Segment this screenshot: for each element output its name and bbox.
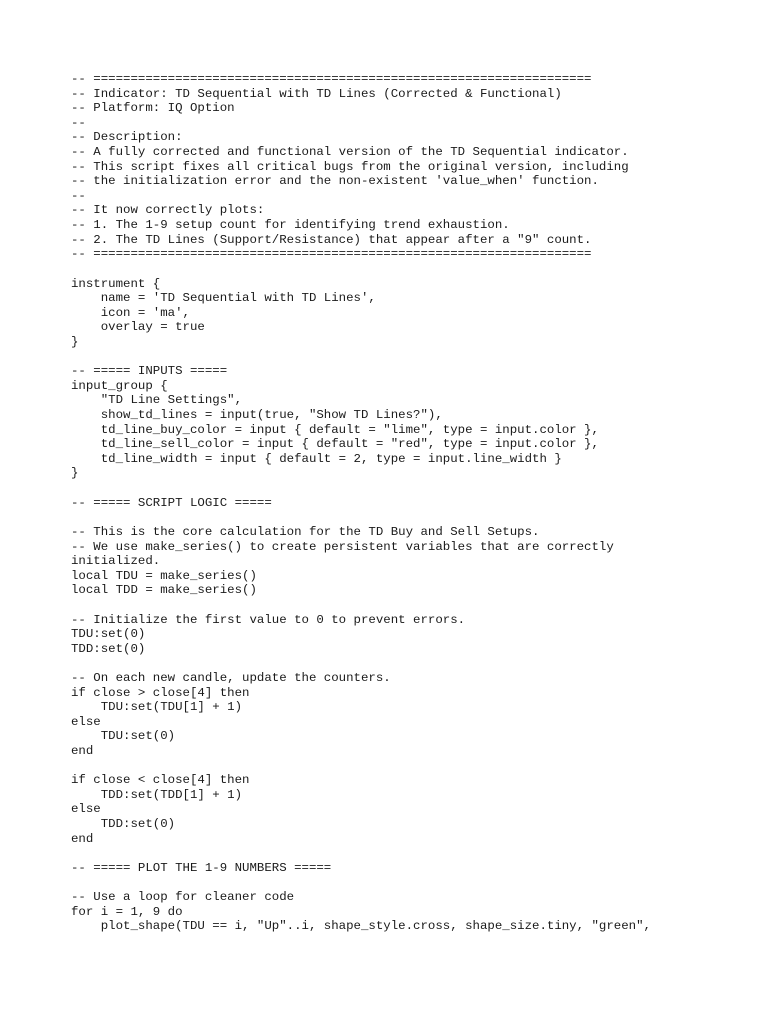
code-line: TDD:set(0) [71, 817, 176, 832]
code-line: -- 1. The 1-9 setup count for identifying trend exhaustion. [71, 218, 510, 233]
code-line: -- ===== SCRIPT LOGIC ===== [71, 495, 272, 510]
code-line: td_line_sell_color = input { default = "red", type = input.color }, [71, 437, 599, 452]
code-line [71, 846, 751, 861]
code-line: local TDD = make_series() [71, 583, 257, 598]
code-line [71, 481, 751, 496]
code-line: -- This script fixes all critical bugs from the original version, including [71, 159, 629, 174]
code-line: if close < close[4] then [71, 773, 250, 788]
code-line: initialized. [71, 554, 161, 569]
code-line: TDU:set(0) [71, 729, 176, 744]
code-line [71, 350, 751, 365]
code-line: -- the initialization error and the non-existent 'value_when' function. [71, 174, 599, 189]
code-line [71, 759, 751, 774]
code-line: icon = 'ma', [71, 305, 190, 320]
code-line: td_line_width = input { default = 2, type = input.line_width } [71, 451, 562, 466]
code-line: end [71, 744, 94, 759]
code-line: plot_shape(TDU == i, "Up"..i, shape_style.cross, shape_size.tiny, "green", [71, 919, 651, 934]
code-line: else [71, 714, 101, 729]
code-line [71, 598, 751, 613]
code-line: -- [71, 115, 86, 130]
code-line: TDD:set(0) [71, 641, 146, 656]
code-listing [71, 72, 751, 934]
code-line: -- ===== INPUTS ===== [71, 364, 228, 379]
code-line: name = 'TD Sequential with TD Lines', [71, 291, 376, 306]
code-line: -- Platform: IQ Option [71, 101, 235, 116]
code-line: show_td_lines = input(true, "Show TD Lines?"), [71, 408, 443, 423]
code-line: -- Initialize the first value to 0 to prevent errors. [71, 612, 466, 627]
code-line: } [71, 466, 79, 481]
code-line: instrument { [71, 276, 161, 291]
code-line: -- This is the core calculation for the TD Buy and Sell Setups. [71, 524, 540, 539]
code-line: input_group { [71, 378, 168, 393]
code-line: if close > close[4] then [71, 685, 250, 700]
code-line: -- [71, 188, 86, 203]
code-line: overlay = true [71, 320, 205, 335]
code-line: "TD Line Settings", [71, 393, 243, 408]
code-line: end [71, 831, 94, 846]
code-line: -- We use make_series() to create persistent variables that are correctly [71, 539, 614, 554]
code-line: local TDU = make_series() [71, 568, 257, 583]
code-line: -- Indicator: TD Sequential with TD Lines (Corrected & Functional) [71, 86, 562, 101]
code-line [71, 656, 751, 671]
code-line: for i = 1, 9 do [71, 904, 183, 919]
code-line: else [71, 802, 101, 817]
code-line: TDU:set(TDU[1] + 1) [71, 700, 243, 715]
code-line: -- On each new candle, update the counters. [71, 670, 391, 685]
code-line: -- Use a loop for cleaner code [71, 890, 295, 905]
code-line: TDD:set(TDD[1] + 1) [71, 787, 243, 802]
code-line: -- It now correctly plots: [71, 203, 265, 218]
code-line: } [71, 334, 79, 349]
code-line: -- Description: [71, 130, 183, 145]
code-line [71, 876, 751, 891]
code-line [71, 510, 751, 525]
code-line: -- =================================================================== [71, 247, 592, 262]
code-line: -- 2. The TD Lines (Support/Resistance) that appear after a "9" count. [71, 232, 592, 247]
code-line: -- ===== PLOT THE 1-9 NUMBERS ===== [71, 860, 332, 875]
code-line: -- =================================================================== [71, 72, 592, 86]
code-line: td_line_buy_color = input { default = "lime", type = input.color }, [71, 422, 599, 437]
code-line: TDU:set(0) [71, 627, 146, 642]
code-line: -- A fully corrected and functional version of the TD Sequential indicator. [71, 145, 629, 160]
code-line [71, 262, 751, 277]
